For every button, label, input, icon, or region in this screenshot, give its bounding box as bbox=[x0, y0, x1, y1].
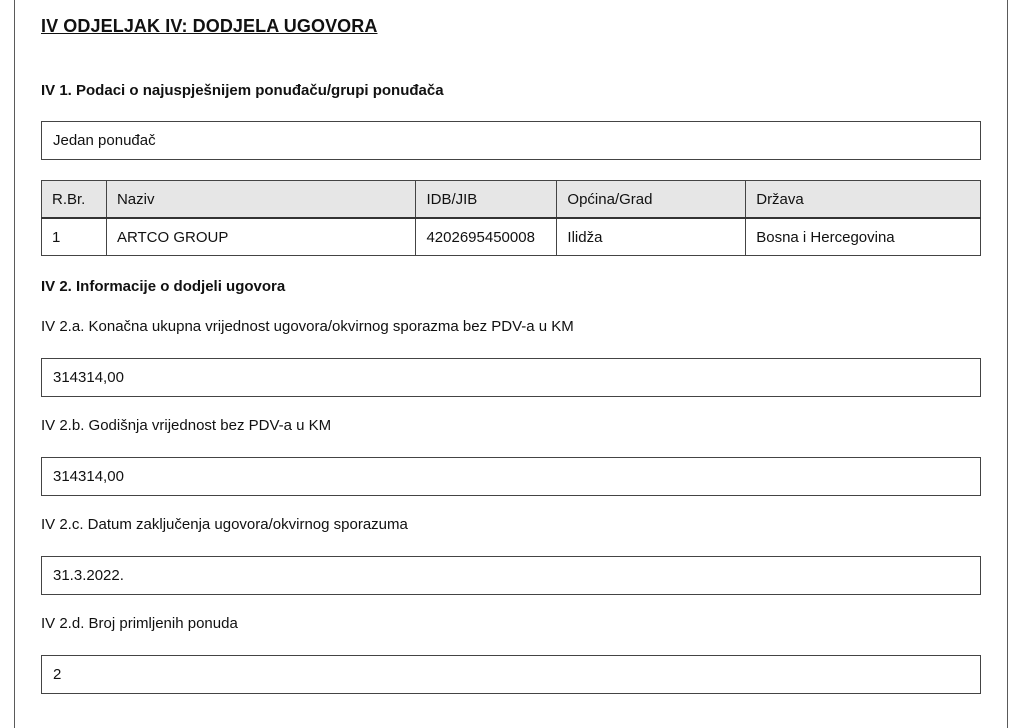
iv2b-value-field: 314314,00 bbox=[41, 457, 981, 496]
column-header-opcina-grad: Općina/Grad bbox=[557, 181, 746, 219]
section-title: IV ODJELJAK IV: DODJELA UGOVORA bbox=[41, 16, 378, 36]
iv2a-value-field: 314314,00 bbox=[41, 358, 981, 397]
iv2c-value-field: 31.3.2022. bbox=[41, 556, 981, 595]
iv2c-label: IV 2.c. Datum zaključenja ugovora/okvirnog sporazuma bbox=[41, 516, 408, 533]
cell-opcina-grad: Ilidža bbox=[557, 218, 746, 256]
cell-idb-jib: 4202695450008 bbox=[416, 218, 557, 256]
iv1-heading: IV 1. Podaci o najuspješnijem ponuđaču/grupi ponuđača bbox=[41, 82, 444, 99]
bidders-table bbox=[41, 180, 981, 256]
table-header-row bbox=[42, 181, 981, 219]
bidder-type-field: Jedan ponuđač bbox=[41, 121, 981, 160]
cell-drzava: Bosna i Hercegovina bbox=[746, 218, 981, 256]
column-header-drzava: Država bbox=[746, 181, 981, 219]
iv2-heading: IV 2. Informacije o dodjeli ugovora bbox=[41, 278, 286, 295]
iv2b-label: IV 2.b. Godišnja vrijednost bez PDV-a u KM bbox=[41, 417, 332, 434]
table-row bbox=[42, 218, 981, 256]
iv2d-value-field: 2 bbox=[41, 655, 981, 694]
column-header-rbr: R.Br. bbox=[42, 181, 107, 219]
iv2d-label: IV 2.d. Broj primljenih ponuda bbox=[41, 615, 238, 632]
column-header-naziv: Naziv bbox=[106, 181, 416, 219]
iv2a-label: IV 2.a. Konačna ukupna vrijednost ugovora/okvirnog sporazma bez PDV-a u KM bbox=[41, 318, 574, 335]
cell-naziv: ARTCO GROUP bbox=[106, 218, 416, 256]
column-header-idb-jib: IDB/JIB bbox=[416, 181, 557, 219]
cell-rbr: 1 bbox=[42, 218, 107, 256]
